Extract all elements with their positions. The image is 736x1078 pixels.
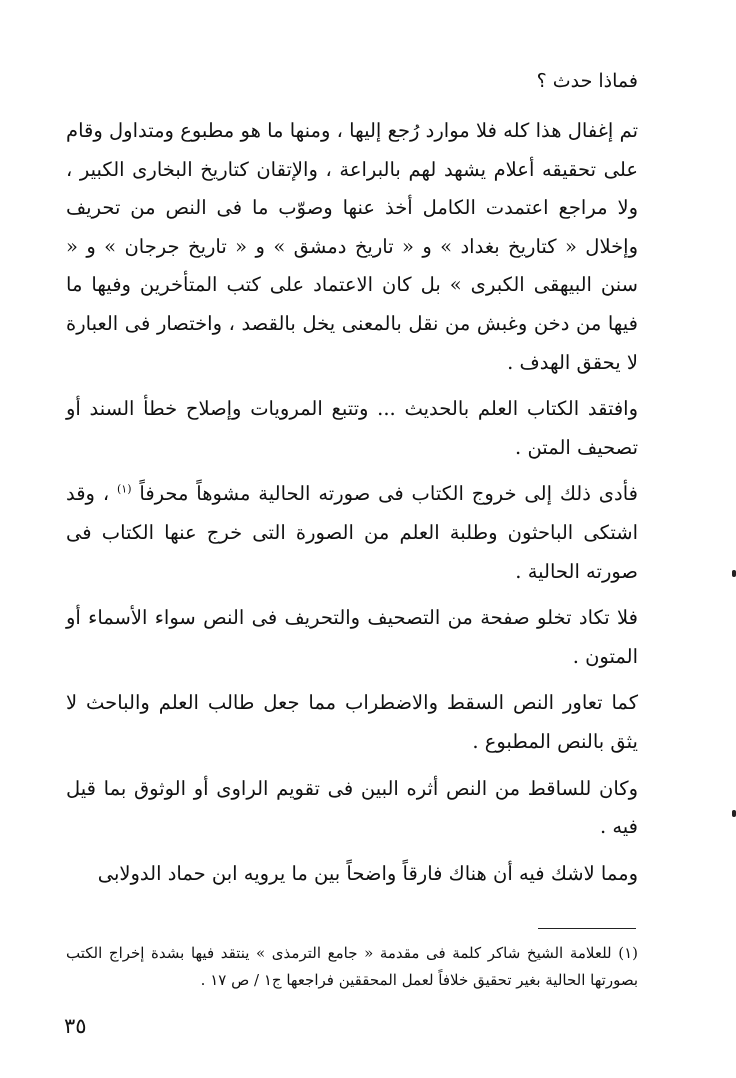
paragraph-3-end: ، وقد اشتكى الباحثون وطلبة العلم من الصورة التى خرج عنها الكتاب فى صورته الحالية . [66,482,638,583]
paragraph-1: تم إغفال هذا كله فلا موارد رُجع إليها ، ومنها ما هو مطبوع ومتداول وقام على تحقيقه أعلام يشهد لهم بالبراعة ، والإتقان كتاريخ البخارى الكبير ، ولا مراجع اعتمدت الكامل أخذ عنها وصوّب ما فى النص من تحريف وإخلال « كتاريخ بغداد » و « تاريخ دمشق » و « تاريخ جرجان » و « سنن البيهقى الكبرى » بل كان الاعتماد على كتب المتأخرين وفيها ما فيها من دخن وغبش من نقل بالمعنى يخل بالقصد ، واختصار فى العبارة لا يحقق الهدف . [66,119,638,374]
scan-edge-mark [732,570,736,577]
body-text [66,112,638,901]
paragraph-7: ومما لاشك فيه أن هناك فارقاً واضحاً بين ما يرويه ابن حماد الدولابى [97,861,638,885]
paragraph-2: وافتقد الكتاب العلم بالحديث ... وتتبع المرويات وإصلاح خطأ السند أو تصحيف المتن . [66,397,638,459]
footnote-text: (١) للعلامة الشيخ شاكر كلمة فى مقدمة « جامع الترمذى » ينتقد فيها بشدة إخراج الكتب بصورتها الحالية بغير تحقيق خلافاً لعمل المحققين فراجعها ج١ / ص ١٧ . [66,944,638,989]
paragraph-6: وكان للساقط من النص أثره البين فى تقويم الراوى أو الوثوق بما قيل فيه . [66,776,638,839]
footnote-divider [538,928,636,929]
paragraph-4: فلا تكاد تخلو صفحة من التصحيف والتحريف فى النص سواء الأسماء أو المتون . [66,606,638,668]
footnote-reference[interactable]: (١) [117,482,132,496]
paragraph-3 [66,475,638,591]
paragraph-3-start: فأدى ذلك إلى خروج الكتاب فى صورته الحالية مشوهاً محرفاً [139,482,639,506]
page-heading: فماذا حدث ؟ [536,70,638,92]
page-number: ٣٥ [64,1014,87,1038]
scan-edge-mark [732,810,736,817]
paragraph-5: كما تعاور النص السقط والاضطراب مما جعل طالب العلم والباحث لا يثق بالنص المطبوع . [66,691,638,753]
